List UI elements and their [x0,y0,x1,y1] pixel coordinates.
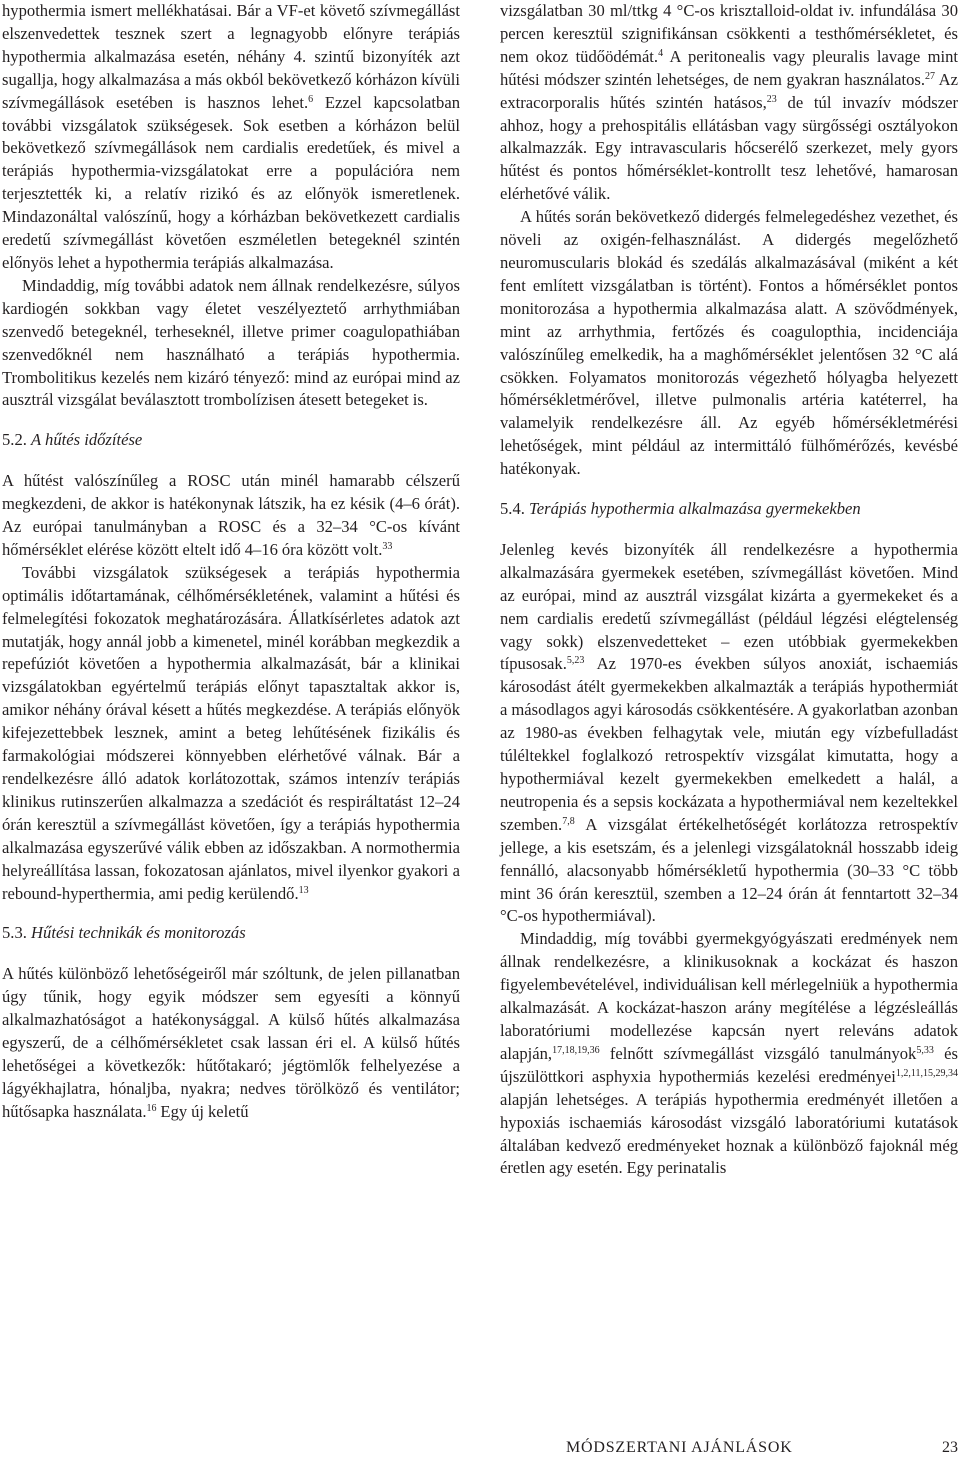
citation: 17,18,19,36 [552,1044,600,1056]
citation: 27 [925,70,936,82]
paragraph: A hűtést valószínűleg a ROSC után minél hamarabb célszerű megkezdeni, de akkor is hatékonynak látszik, ha ez késik (4–6 órát). Az európai tanulmányban a ROSC és a 32–34 °C-os kívánt hőmérséklet elérése között eltelt idő 4–16 óra között volt.$^{33}$ [2,471,460,559]
page-footer [0,1439,960,1463]
paragraph: A hűtés során bekövetkező didergés felmelegedéshez vezethet, és növeli az oxigén-felhasználást. A didergés megelőzhető neuromuscularis blokád és szedálás alkalmazásával (miként a két fent említett vizsgálatban is történt). Fontos a hőmérséklet pontos monitorozása a hypothermia alkalmazása alatt. A szövődmények, mint az arrhythmia, fertőzés és coagulopthia, incidenciája valószínűleg emelkedik, ha a maghőmérséklet jelentősen 32 °C alá csökken. Folyamatos monitorozás végezhető hólyagba helyezett hőmérsékletmérővel, illetve pulmonalis artéria katéterrel, ha valamelyik rendelkezésre áll. Az egyéb hőmérsékletmérési lehetőségek, mint például az intermittáló fülhőmérőzés, kevésbé hatékonyak. [500,207,958,479]
section-heading-5-4: 5.4. Terápiás hypothermia alkalmazása gyermekekben [500,499,861,519]
citation: 13 [298,884,309,896]
paragraph: vizsgálatban 30 ml/ttkg 4 °C-os krisztalloid-oldat iv. infundálása 30 percen keresztül szignifikánsan csökkenti a testhőmérsékletet, és nem okoz tüdőödémát.$^4$ A peritonealis vagy pleuralis lavage mint hűtési módszer szintén lehetséges, de nem gyakran használatos.$^{27}$ Az extracorporalis hűtés szintén hatásos,$^{23}$ de túl invazív módszer ahhoz, hogy a prehospitális ellátásban vagy sürgősségi osztályokon alkalmazzák. Egy intravascularis hőcserélő szerkezet, mely gyors hűtést és pontos hőmérséklet-kontrollt tesz lehetővé, hamarosan elérhetővé válik. [500,1,959,204]
paragraph: Jelenleg kevés bizonyíték áll rendelkezésre a hypothermia alkalmazására gyermekek esetében, szívmegállást követően. Mind az európai, mind az ausztrál vizsgálat kizárta a gyermekeket és a nem cardialis eredetű szívmegállást (például légzési elégtelenség vagy sokk) elszenvedetteket – ezen utóbbiak gyermekekben típusosak.$^{5,23}$ Az 1970-es években súlyos anoxiát, ischaemiás károsodást átélt gyermekekben alkalmazták a terápiás hypothermiát a másodlagos agyi károsodás csökkentésére. A gyakorlatban azonban az 1980-as években felhagytak vele, miután egy vízbefulladást túléltekkel foglalkozó retrospektív vizsgálat kimutatta, hogy a hypothermiával kezelt gyermekekben emelkedett a halál, a neutropenia és a sepsis kockázata a hypothermiával nem kezeltekkel szemben.$^{7,8}$ A vizsgálat értékelhetőségét korlátozza retrospektív jellege, a kis esetszám, és a jelenlegi vizsgálatoknál hosszabb ideig fennálló, alacsonyabb hőmérsékletű hypothermia (30–33 °C több mint 36 órán keresztül, szemben a 12–24 órán át fenntartott 32–34 °C-os hypothermiával). [500,539,958,926]
paragraph: Mindaddig, míg további adatok nem állnak rendelkezésre, súlyos kardiogén sokkban vagy életet veszélyeztető arrhythmiában szenvedő betegeknél, terheseknél, illetve primer coagulopathiában szenvedőknél nem használható a terápiás hypothermia. Trombolitikus kezelés nem kizáró tényező: mind az európai mind az ausztrál vizsgálat beválasztott trombolízisen átesett betegeket is. [2,275,460,410]
left-column [2,0,460,1124]
page-number: 23 [942,1439,958,1456]
section-heading-5-2: 5.2. A hűtés időzítése [2,430,143,450]
running-footer-title: MÓDSZERTANI AJÁNLÁSOK [566,1439,793,1456]
citation: 23 [766,93,777,105]
citation: 6 [308,93,314,105]
citation: 1,2,11,15,29,34 [895,1067,958,1079]
right-column [500,0,958,1180]
citation: 5,23 [566,655,585,667]
citation: 33 [382,540,393,552]
citation: 5,33 [916,1044,934,1056]
paragraph: Mindaddig, míg további gyermekgyógyászati eredmények nem állnak rendelkezésre, a klinikusoknak a kockázat és haszon figyelembevételével, individuálisan kell mérlegelniük a hypothermia alkalmazását. A kockázat-haszon arány megítélése a légzésleállás laboratóriumi modellezése kapcsán nyert releváns adatok alapján,$^{17,18,19,36}$ felnőtt szívmegállást vizsgáló tanulmányok$^{5,33}$ és újszülöttkori asphyxia hypothermiás kezelési eredményei$^{1,2,11,15,29,34}$ alapján lehetséges. A terápiás hypothermia eredményét illetően a hypoxiás ischaemiás károsodást vizsgáló laboratóriumi kutatások általában kedvező eredményeket hoznak a különböző fajoknál még éretlen agy esetén. Egy perinatalis [500,929,958,1178]
citation: 4 [658,47,664,59]
section-heading-5-3: 5.3. Hűtési technikák és monitorozás [2,923,246,943]
paragraph: További vizsgálatok szükségesek a terápiás hypothermia optimális időtartamának, célhőmérsékletének, valamint a hűtési és felmelegítési fokozatok meghatározására. Állatkísérletes adatok azt mutatják, hogy annál jobb a kimenetel, minél korábban megkezdik a repefúziót követően a hypothermia alkalmazását, bár a klinikai vizsgálatokban egyértelmű terápiás előnyt tapasztaltak akkor is, amikor néhány órával késett a hűtés megkezdése. A terápiás előnyök kifejezettebbek lesznek, amint a beteg lehűtésének fizikális és farmakológiai módszerei könnyebben elérhetővé válnak. Bár a rendelkezésre álló adatok korlátozottak, számos intenzív terápiás klinikus rutinszerűen alkalmazza a szedációt és respiráltatást 12–24 órán keresztül a szívmegállást követően, így a terápiás hypothermia alkalmazása egyszerűvé válik ebben az időszakban. A normothermia helyreállítása lassan, fokozatosan ajánlatos, mivel ilyenkor gyakori a rebound-hyperthermia, ami pedig kerülendő.$^{13}$ [2,562,460,903]
paragraph: hypothermia ismert mellékhatásai. Bár a VF-et követő szívmegállást elszenvedettek tesznek szert a legnagyobb előnyre terápiás hypothermia alkalmazása esetén, néhány 4. szintű bizonyíték azt sugallja, hogy alkalmazása a más okból bekövetkező kórházon kívüli szívmegállások esetében is hasznos lehet.$^6$ Ezzel kapcsolatban további vizsgálatok szükségesek. Sok esetben a kórházon belül bekövetkező szívmegállások nem cardialis eredetűek, és mivel a terápiás hypothermia-vizsgálatokat erre a populációra nem terjesztették ki, a relatív rizikó és az előnyök ismeretlenek. Mindazonáltal valószínű, hogy a kórházban bekövetkezett cardialis eredetű szívmegállást követően eszméletlen betegeknél szintén előnyös lehet a hypothermia terápiás alkalmazása. [2,1,460,272]
citation: 16 [146,1102,157,1114]
citation: 7,8 [562,815,575,827]
paragraph: A hűtés különböző lehetőségeiről már szóltunk, de jelen pillanatban úgy tűnik, hogy egyik módszer sem egyesíti a könnyű alkalmazhatóságot a hatékonysággal. A külső hűtés alkalmazása egyszerű, de a célhőmérsékletet csak lassan éri el. A külső hűtés lehetőségei a következők: hűtőtakaró; jégtömlők felhelyezése a lágyékhajlatra, hónaljba, nyakra; nedves törölköző és ventilátor; hűtősapka használata.$^{16}$ Egy új keletű [2,964,460,1121]
